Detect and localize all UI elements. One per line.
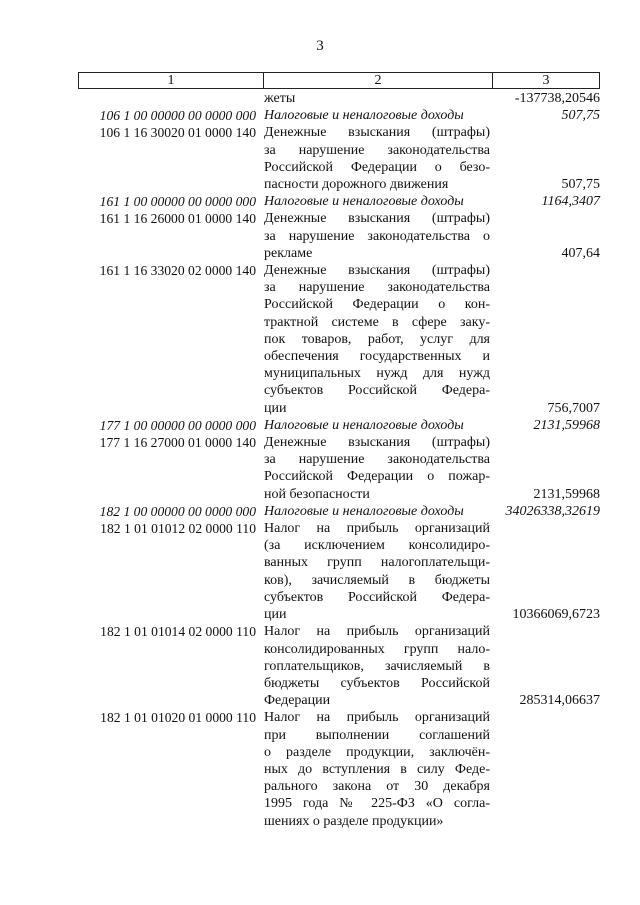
- revenue-name-line: (за исключением консолидиро-: [264, 538, 490, 554]
- revenue-name-line: 1995 года № 225-ФЗ «О согла-: [264, 796, 490, 812]
- amount-value: 34026338,32619: [505, 503, 600, 519]
- revenue-table: [78, 72, 600, 830]
- revenue-name-line: ции: [264, 400, 287, 416]
- amount-value: 2131,59968: [533, 417, 600, 433]
- budget-code: 106 1 00 00000 00 0000 000: [99, 108, 256, 124]
- budget-code: 177 1 16 27000 01 0000 140: [99, 435, 256, 451]
- revenue-name-line: Российской Федерации о кон-: [264, 297, 490, 313]
- budget-code: 182 1 01 01014 02 0000 110: [100, 624, 256, 640]
- revenue-name-line: Налог на прибыль организаций: [264, 710, 490, 726]
- budget-code: 182 1 01 01020 01 0000 110: [100, 710, 256, 726]
- column-header-amount: 3: [542, 73, 550, 88]
- amount-value: 2131,59968: [533, 486, 600, 502]
- column-header-name: 2: [264, 73, 493, 88]
- amount-value: 407,64: [561, 245, 600, 261]
- revenue-name-line: субъектов Российской Федера-: [264, 589, 490, 605]
- revenue-name-line: о разделе продукции, заключён-: [264, 744, 490, 760]
- revenue-name: [262, 262, 490, 417]
- revenue-name-line: ции: [264, 607, 287, 623]
- revenue-name: [262, 503, 490, 520]
- revenue-name-line: консолидированных групп нало-: [264, 641, 490, 657]
- revenue-name-line: ванных групп налогоплательщи-: [264, 555, 490, 571]
- revenue-name: [262, 90, 490, 107]
- revenue-name-line: Денежные взыскания (штрафы): [264, 125, 490, 141]
- revenue-name-line: Денежные взыскания (штрафы): [264, 211, 490, 227]
- revenue-name-line: за нарушение законодательства: [264, 142, 490, 158]
- table-row: [78, 262, 600, 417]
- revenue-name: [262, 417, 490, 434]
- table-row: [78, 90, 600, 107]
- revenue-name-line: рекламе: [264, 245, 313, 261]
- revenue-name-line: Налоговые и неналоговые доходы: [264, 417, 464, 433]
- budget-code: 182 1 00 00000 00 0000 000: [99, 503, 256, 519]
- revenue-name: [262, 193, 490, 210]
- revenue-name: [262, 210, 490, 262]
- revenue-name: [262, 709, 490, 829]
- revenue-name-line: Налог на прибыль организаций: [264, 521, 490, 537]
- table-row: [78, 193, 600, 210]
- revenue-name-line: Денежные взыскания (штрафы): [264, 435, 490, 451]
- amount-value: 507,75: [561, 108, 600, 124]
- amount-value: 285314,06637: [519, 693, 600, 709]
- revenue-name: [262, 107, 490, 124]
- budget-code: 161 1 16 26000 01 0000 140: [99, 211, 256, 227]
- revenue-name-line: Российской Федерации о пожар-: [264, 469, 490, 485]
- revenue-name-line: обеспечения государственных и: [264, 349, 490, 365]
- amount-value: 10366069,6723: [512, 607, 600, 623]
- revenue-name-line: ков), зачисляемый в бюджеты: [264, 572, 490, 588]
- revenue-name: [262, 124, 490, 193]
- revenue-name-line: Денежные взыскания (штрафы): [264, 263, 490, 279]
- revenue-name-line: рального закона от 30 декабря: [264, 779, 490, 795]
- column-header-code: 1: [79, 73, 264, 88]
- budget-code: 182 1 01 01012 02 0000 110: [100, 521, 256, 537]
- budget-code: [78, 90, 262, 107]
- table-row: [78, 623, 600, 709]
- budget-code: 161 1 16 33020 02 0000 140: [99, 263, 256, 279]
- revenue-name-line: пок товаров, работ, услуг для: [264, 331, 490, 347]
- revenue-name-line: субъектов Российской Федера-: [264, 383, 490, 399]
- revenue-name-line: пасности дорожного движения: [264, 177, 449, 193]
- revenue-name-line: Российской Федерации о безо-: [264, 159, 490, 175]
- revenue-name: [262, 520, 490, 623]
- revenue-name-line: гоплательщиков, зачисляемый в: [264, 658, 490, 674]
- revenue-name-line: за нарушение законодательства: [264, 452, 490, 468]
- table-row: [78, 503, 600, 520]
- revenue-name-line: Налог на прибыль организаций: [264, 624, 490, 640]
- budget-code: 106 1 16 30020 01 0000 140: [99, 125, 256, 141]
- revenue-name: [262, 434, 490, 503]
- revenue-name-line: шениях о разделе продукции»: [264, 813, 444, 829]
- revenue-name-line: при выполнении соглашений: [264, 727, 490, 743]
- revenue-name-line: бюджеты субъектов Российской: [264, 675, 490, 691]
- table-row: [78, 709, 600, 829]
- revenue-name: [262, 623, 490, 709]
- amount-value: -137738,20546: [514, 91, 600, 106]
- table-row: [78, 124, 600, 193]
- revenue-name-line: Налоговые и неналоговые доходы: [264, 108, 464, 124]
- revenue-name-line: муниципальных нужд для нужд: [264, 366, 490, 382]
- table-row: [78, 210, 600, 262]
- revenue-name-line: жеты: [264, 91, 296, 106]
- revenue-name-line: Федерации: [264, 693, 331, 709]
- amount-value: 507,75: [561, 177, 600, 193]
- table-body: [78, 90, 600, 830]
- revenue-name-line: ных до вступления в силу Феде-: [264, 761, 490, 777]
- table-row: [78, 417, 600, 434]
- budget-code: 177 1 00 00000 00 0000 000: [99, 417, 256, 433]
- revenue-name-line: Налоговые и неналоговые доходы: [264, 503, 464, 519]
- budget-code: 161 1 00 00000 00 0000 000: [99, 194, 256, 210]
- revenue-name-line: за нарушение законодательства о: [264, 228, 490, 244]
- table-row: [78, 520, 600, 623]
- table-row: [78, 434, 600, 503]
- amount-value: 1164,3407: [541, 194, 600, 210]
- table-header-row: [78, 72, 600, 89]
- revenue-name-line: ной безопасности: [264, 486, 370, 502]
- revenue-name-line: Налоговые и неналоговые доходы: [264, 194, 464, 210]
- amount-value: 756,7007: [547, 400, 600, 416]
- revenue-name-line: трактной системе в сфере заку-: [264, 314, 490, 330]
- page-number: 3: [316, 38, 324, 54]
- table-row: [78, 107, 600, 124]
- revenue-name-line: за нарушение законодательства: [264, 280, 490, 296]
